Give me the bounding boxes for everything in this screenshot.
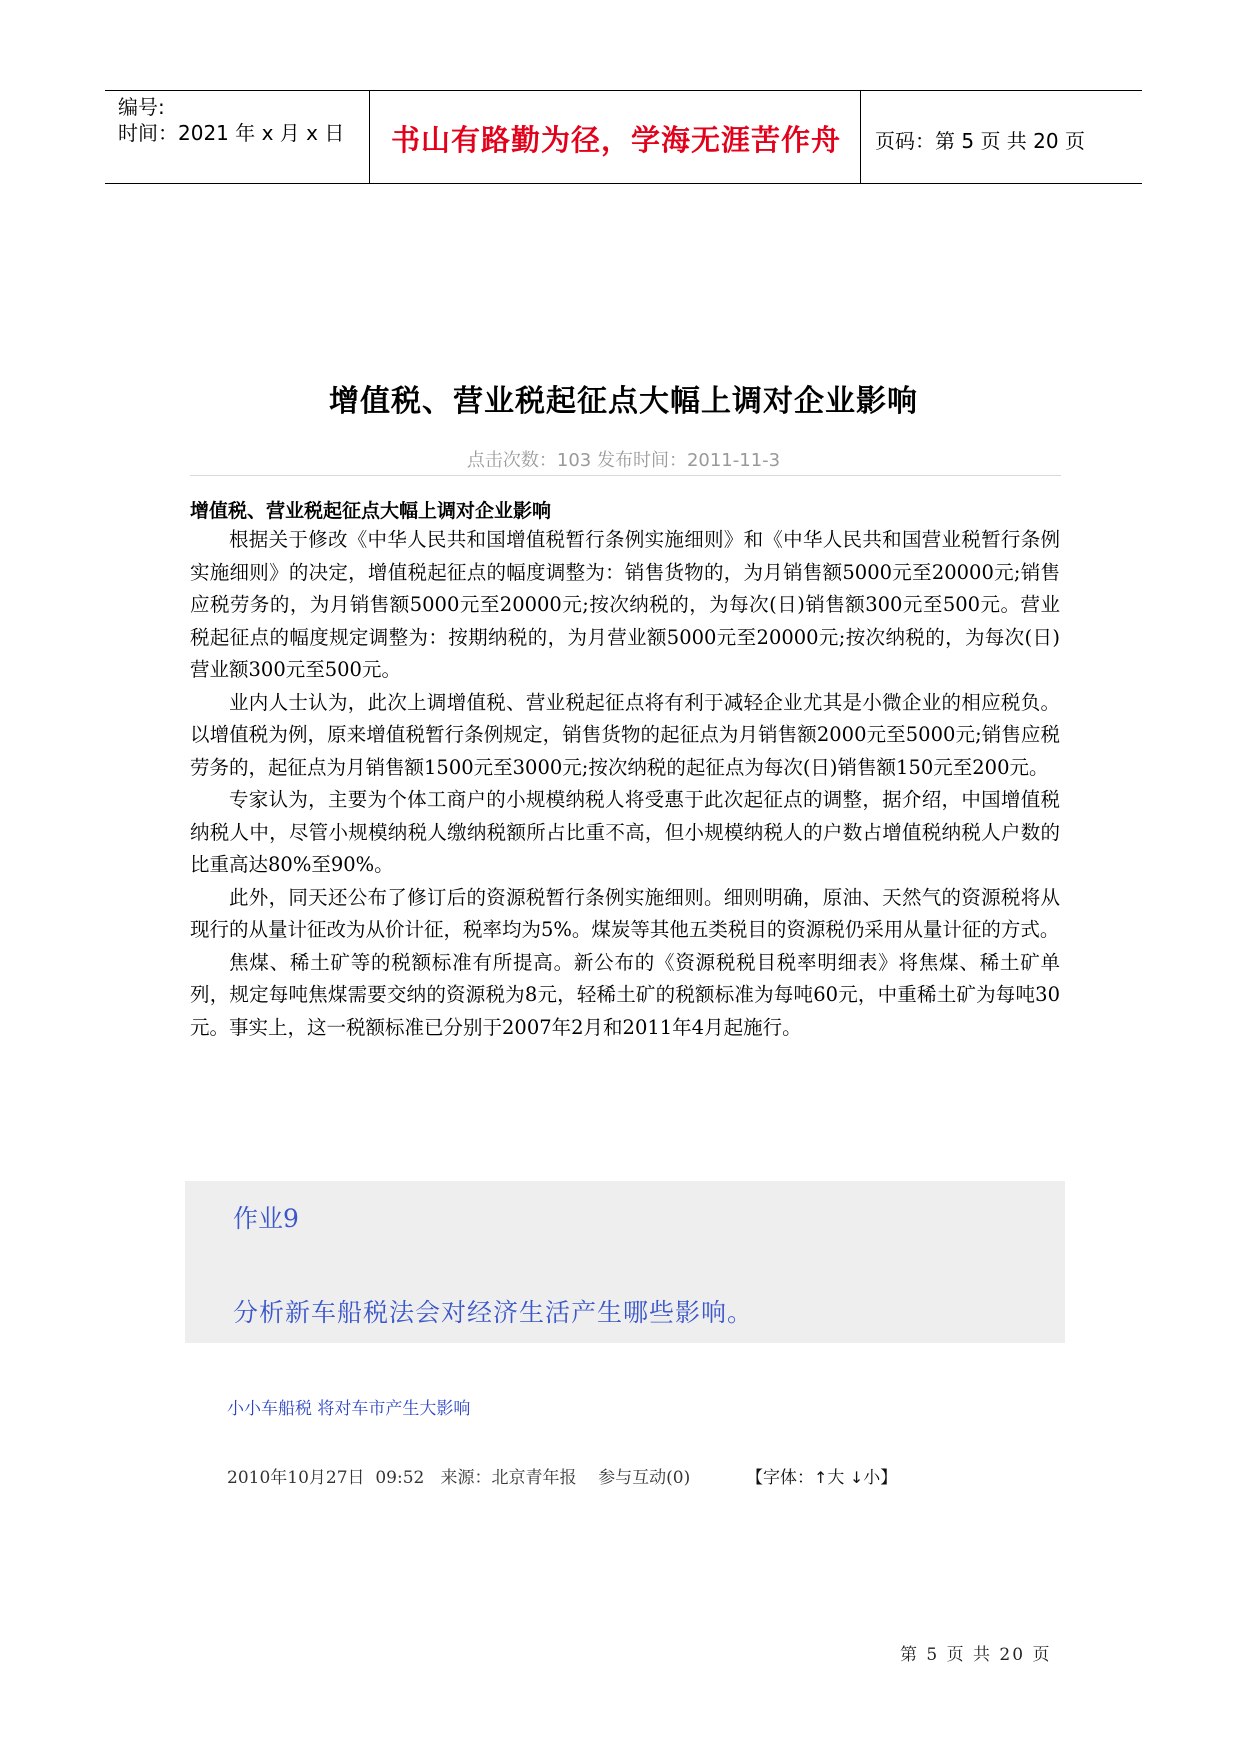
arrow-down-icon[interactable]: ↓ (849, 1468, 864, 1487)
news-meta: 2010年10月27日 09:52 来源：北京青年报 参与互动(0) (227, 1468, 691, 1488)
serial-label: 编号: (118, 95, 165, 119)
paragraph: 根据关于修改《中华人民共和国增值税暂行条例实施细则》和《中华人民共和国营业税暂行条例实施细则》的决定，增值税起征点的幅度调整为：销售货物的，为月销售额5000元至20000元;销售应税劳务的，为月销售额5000元至20000元;按次纳税的，为每次(日)销售额300元至500元。营业税起征点的幅度规定调整为：按期纳税的，为月营业额5000元至20000元;按次纳税的，为每次(日)营业额300元至500元。 (190, 528, 1060, 681)
header-page-label: 页码：第 5 页 共 20 页 (875, 129, 1085, 153)
time-label: 时间：2021 年 x 月 x 日 (118, 121, 345, 145)
header-left-block (118, 94, 344, 146)
meta-divider (190, 475, 1061, 476)
header-divider-right (860, 90, 861, 184)
article-title: 增值税、营业税起征点大幅上调对企业影响 (329, 384, 918, 419)
font-prefix: 【字体： (746, 1468, 814, 1488)
homework-question: 分析新车船税法会对经济生活产生哪些影响。 (233, 1298, 754, 1327)
article-body (190, 524, 1060, 1044)
paragraph: 焦煤、稀土矿等的税额标准有所提高。新公布的《资源税税目税率明细表》将焦煤、稀土矿单列，规定每吨焦煤需要交纳的资源税为8元，轻稀土矿的税额标准为每吨60元，中重稀土矿为每吨30元。事实上，这一税额标准已分别于2007年2月和2011年4月起施行。 (190, 950, 1060, 1039)
font-large-button[interactable]: 大 (827, 1468, 850, 1488)
news-headline-link[interactable]: 小小车船税 将对车市产生大影响 (227, 1399, 471, 1419)
header-top-rule (105, 90, 1142, 91)
paragraph: 业内人士认为，此次上调增值税、营业税起征点将有利于减轻企业尤其是小微企业的相应税负。以增值税为例，原来增值税暂行条例规定，销售货物的起征点为月销售额2000元至5000元;销售应税劳务的，起征点为月销售额1500元至3000元;按次纳税的起征点为每次(日)销售额150元至200元。 (190, 690, 1060, 779)
font-size-control (746, 1463, 897, 1488)
homework-box (185, 1181, 1065, 1343)
article-subtitle: 增值税、营业税起征点大幅上调对企业影响 (190, 500, 552, 522)
font-small-button[interactable]: 小 (863, 1468, 881, 1488)
header-divider-left (369, 90, 370, 184)
footer-page-label: 第 5 页 共 20 页 (900, 1645, 1052, 1665)
paragraph: 此外，同天还公布了修订后的资源税暂行条例实施细则。细则明确，原油、天然气的资源税将从现行的从量计征改为从价计征，税率均为5%。煤炭等其他五类税目的资源税仍采用从量计征的方式。 (190, 885, 1060, 941)
font-suffix: 】 (880, 1468, 898, 1488)
homework-title: 作业9 (233, 1204, 299, 1233)
header-motto: 书山有路勤为径，学海无涯苦作舟 (390, 123, 841, 157)
paragraph: 专家认为，主要为个体工商户的小规模纳税人将受惠于此次起征点的调整，据介绍，中国增值税纳税人中，尽管小规模纳税人缴纳税额所占比重不高，但小规模纳税人的户数占增值税纳税人户数的比重高达80%至90%。 (190, 788, 1060, 876)
header-bottom-rule (105, 183, 1142, 184)
arrow-up-icon[interactable]: ↑ (814, 1468, 828, 1487)
article-meta: 点击次数：103 发布时间：2011-11-3 (466, 450, 781, 471)
